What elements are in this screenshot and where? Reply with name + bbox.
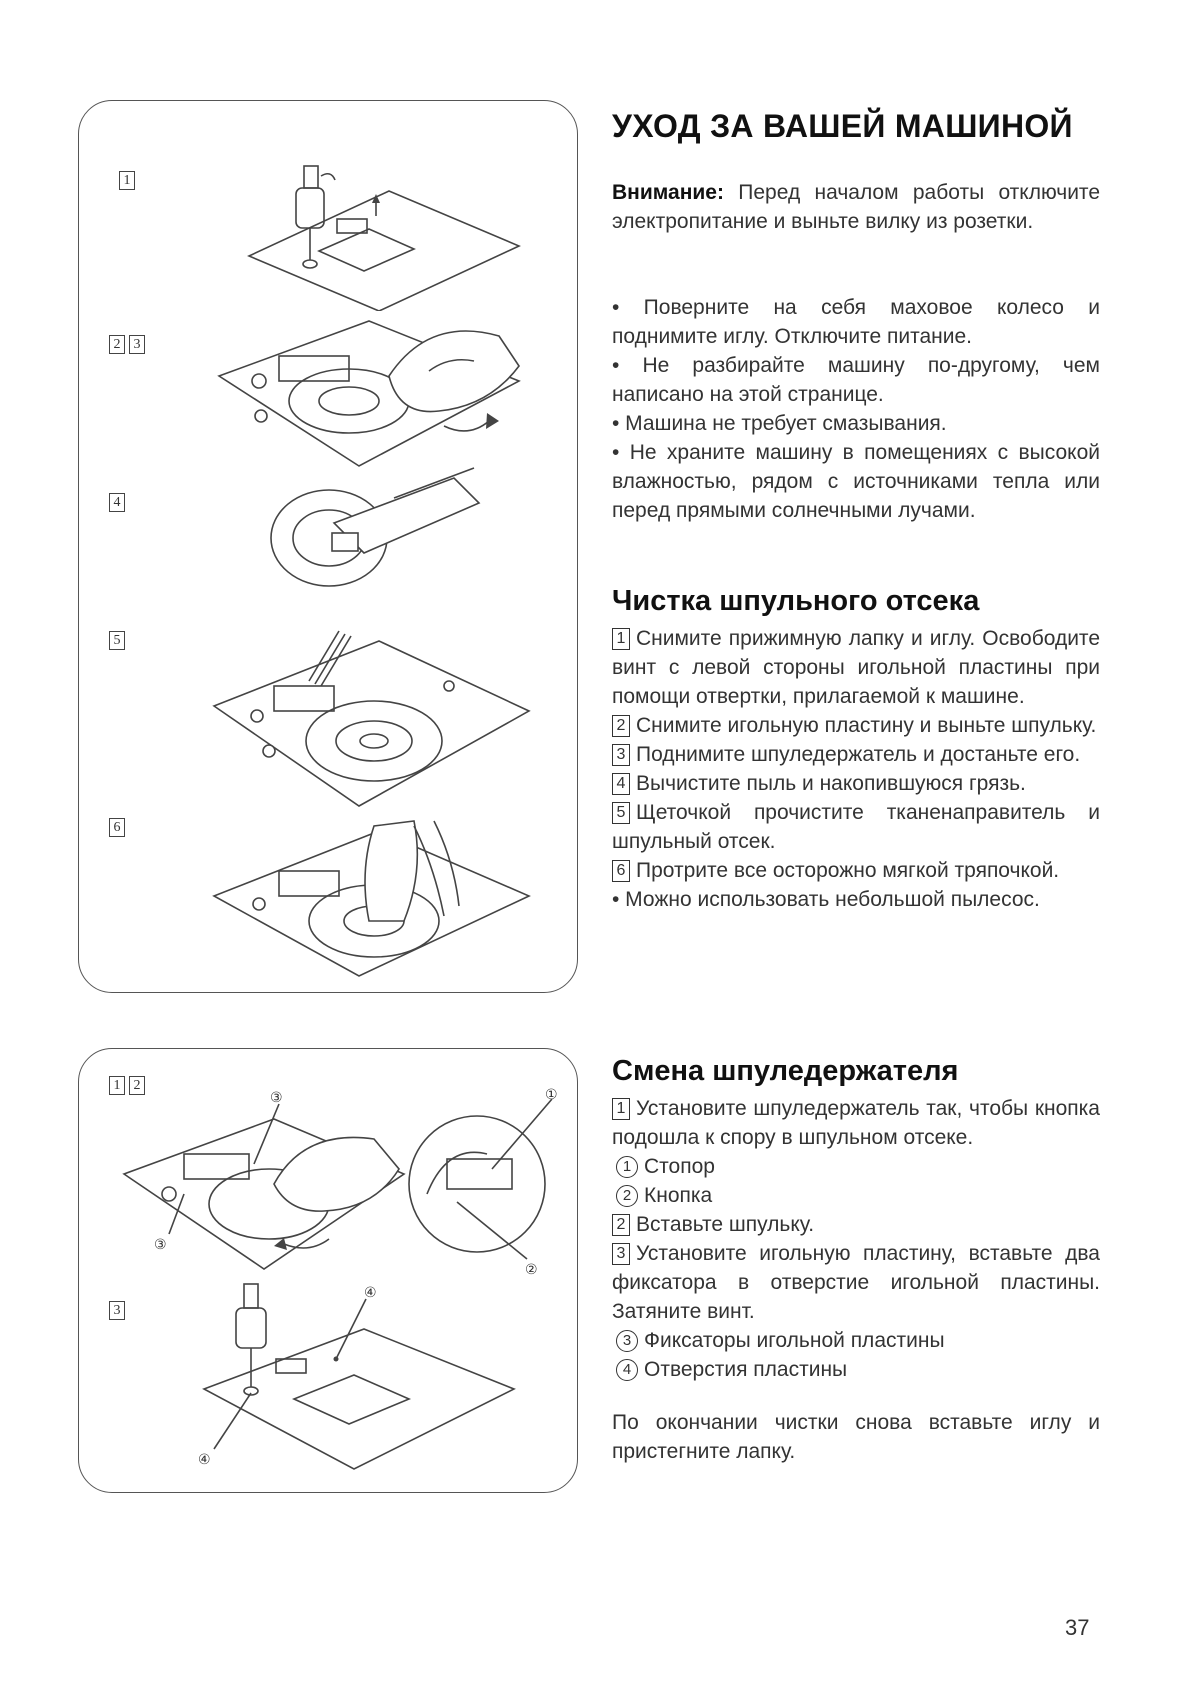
fig-label-6: 6 bbox=[109, 816, 129, 837]
fig-label-1: 1 bbox=[119, 169, 139, 190]
bullet-list bbox=[612, 293, 1100, 525]
brush-feed-dogs-illustration bbox=[199, 626, 539, 811]
illustration-panel-bottom bbox=[78, 1048, 578, 1493]
svg-text:③: ③ bbox=[154, 1237, 167, 1253]
svg-text:②: ② bbox=[525, 1262, 538, 1278]
bullet-item: • Машина не требует смазывания. bbox=[612, 412, 947, 435]
step-item: 5 Щеточкой прочистите тканенаправитель и шпульный отсек. bbox=[612, 801, 1100, 853]
section-heading-replace: Смена шпуледержателя bbox=[612, 1055, 959, 1087]
fig-label-4: 4 bbox=[109, 491, 129, 512]
part-item: 3 Фиксаторы игольной пластины bbox=[612, 1326, 1100, 1355]
part-item: 1 Стопор bbox=[612, 1152, 1100, 1181]
warning-text: Перед началом работы отключите электропитание и выньте вилку из розетки. bbox=[612, 181, 1100, 233]
zoom-detail-illustration bbox=[397, 1084, 577, 1279]
step-item: 6 Протрите все осторожно мягкой тряпочкой. bbox=[612, 856, 1100, 885]
step-item: 1 Снимите прижимную лапку и иглу. Освободите винт с левой стороны игольной пластины при помощи отвертки, прилагаемой к машине. bbox=[612, 627, 1100, 708]
warning-block bbox=[612, 178, 1100, 236]
svg-text:④: ④ bbox=[198, 1452, 211, 1468]
illustration-panel-top bbox=[78, 100, 578, 993]
remove-bobbin-case-illustration bbox=[199, 301, 539, 476]
needle-plate-screwdriver-illustration bbox=[239, 161, 529, 311]
fig-label-3: 3 bbox=[109, 1299, 129, 1320]
page-title: УХОД ЗА ВАШЕЙ МАШИНОЙ bbox=[612, 108, 1073, 144]
wipe-cloth-illustration bbox=[199, 816, 539, 981]
svg-text:④: ④ bbox=[364, 1285, 377, 1301]
fig-label-1-2: 1 2 bbox=[109, 1074, 149, 1095]
step-item: 2 Снимите игольную пластину и выньте шпульку. bbox=[612, 711, 1100, 740]
bobbin-case-illustration bbox=[254, 463, 514, 593]
svg-text:③: ③ bbox=[270, 1090, 283, 1106]
note-item: • Можно использовать небольшой пылесос. bbox=[612, 888, 1040, 911]
step-item: 3 Установите игольную пластину, вставьте два фиксатора в отверстие игольной пластины. Затяните винт. bbox=[612, 1242, 1100, 1323]
svg-text:①: ① bbox=[545, 1087, 558, 1103]
install-bobbin-case-illustration bbox=[114, 1084, 414, 1284]
part-item: 2 Кнопка bbox=[612, 1181, 1100, 1210]
step-item: 1 Установите шпуледержатель так, чтобы кнопка подошла к спору в шпульном отсеке. bbox=[612, 1097, 1100, 1149]
warning-label: Внимание: bbox=[612, 181, 724, 204]
section-heading-cleaning: Чистка шпульного отсека bbox=[612, 585, 980, 617]
step-item: 3 Поднимите шпуледержатель и достаньте его. bbox=[612, 740, 1100, 769]
page-number: 37 bbox=[1065, 1615, 1090, 1640]
bullet-item: • Не храните машину в помещениях с высокой влажностью, рядом с источниками тепла или перед прямыми солнечными лучами. bbox=[612, 441, 1100, 522]
part-item: 4 Отверстия пластины bbox=[612, 1355, 1100, 1384]
bullet-item: • Поверните на себя маховое колесо и поднимите иглу. Отключите питание. bbox=[612, 296, 1100, 348]
bullet-item: • Не разбирайте машину по-другому, чем написано на этой странице. bbox=[612, 354, 1100, 406]
fig-label-5: 5 bbox=[109, 629, 129, 650]
fig-label-2-3: 2 3 bbox=[109, 333, 149, 354]
replace-steps bbox=[612, 1094, 1100, 1384]
step-item: 4 Вычистите пыль и накопившуюся грязь. bbox=[612, 769, 1100, 798]
install-needle-plate-illustration bbox=[184, 1279, 524, 1484]
final-note: По окончании чистки снова вставьте иглу и пристегните лапку. bbox=[612, 1411, 1100, 1463]
cleaning-steps bbox=[612, 624, 1100, 914]
step-item: 2 Вставьте шпульку. bbox=[612, 1210, 1100, 1239]
